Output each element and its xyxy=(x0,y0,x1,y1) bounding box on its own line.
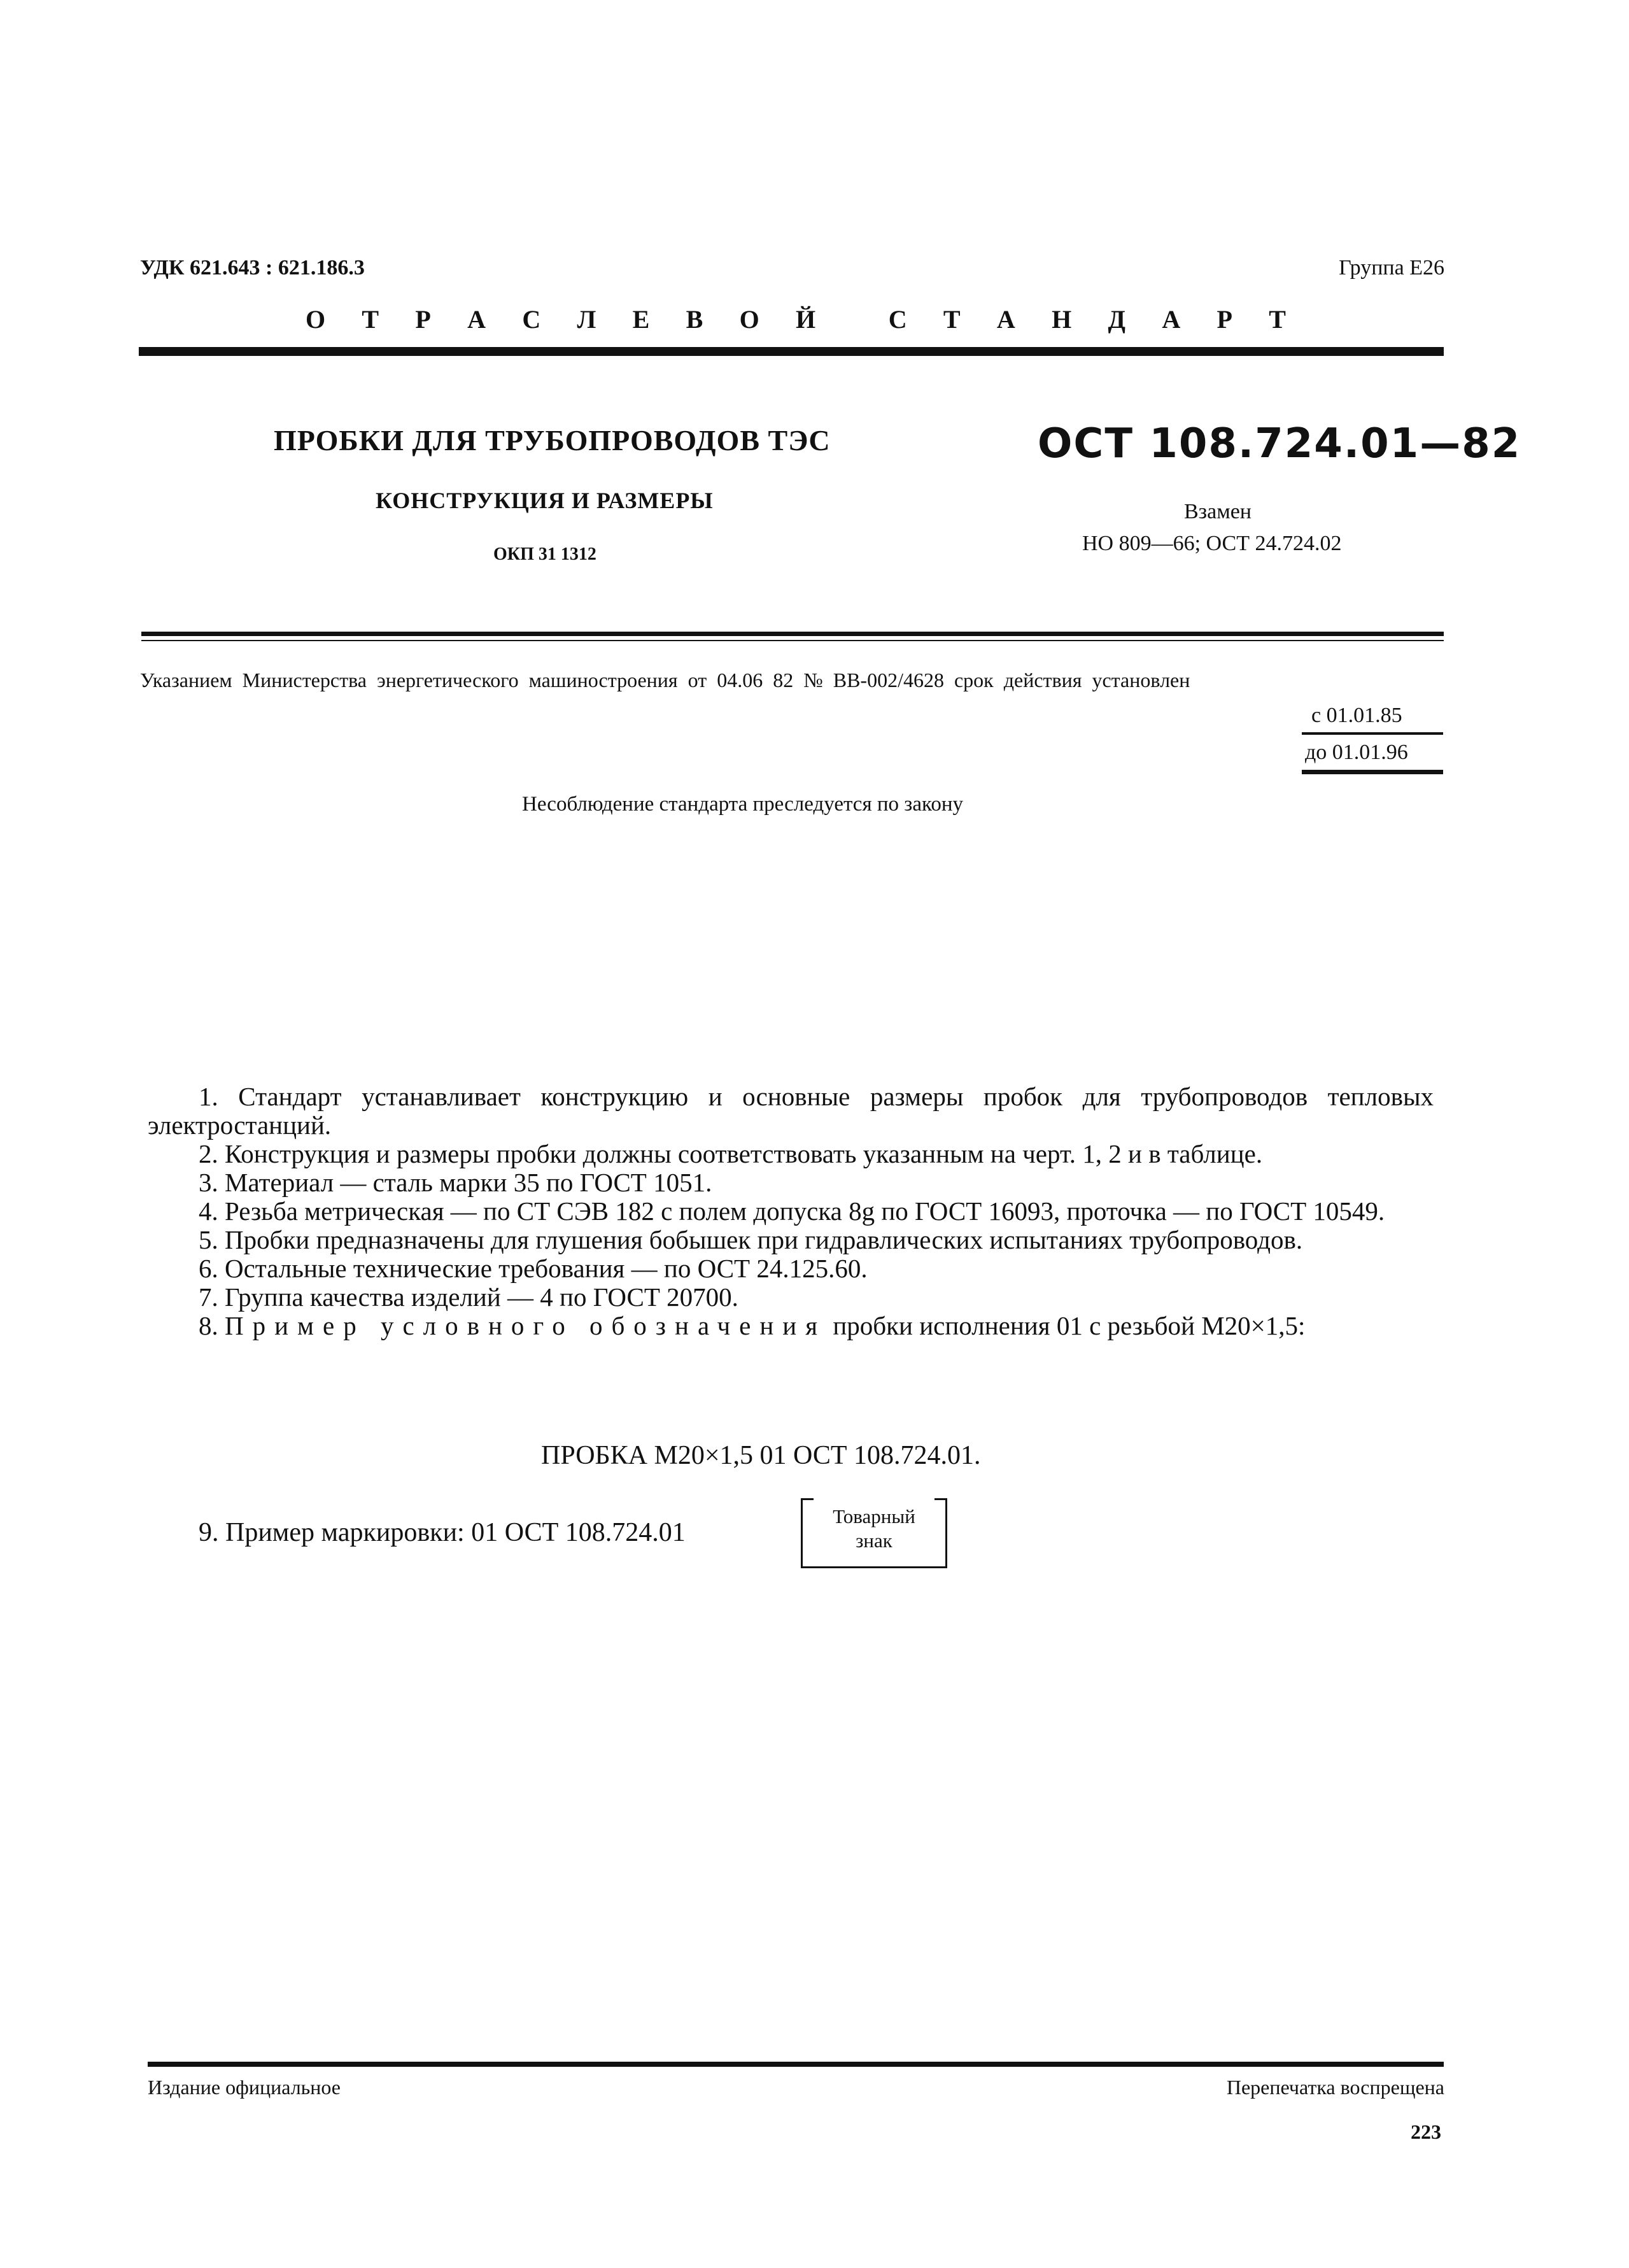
replaces-label: Взамен xyxy=(1184,500,1252,523)
reprint-note: Перепечатка воспрещена xyxy=(1226,2076,1444,2099)
banner-letter: О xyxy=(306,305,326,334)
banner-letter: А xyxy=(996,305,1015,334)
list-item: 1. Стандарт устанавливает конструкцию и основные размеры пробок для трубопроводов тепловых электростанций. xyxy=(148,1082,1434,1140)
standard-banner xyxy=(306,304,1286,334)
banner-letter: С xyxy=(522,305,541,334)
valid-from: с 01.01.85 xyxy=(1311,704,1402,727)
banner-letter: С xyxy=(888,305,907,334)
banner-letter: А xyxy=(467,305,486,334)
list-item: 5. Пробки предназначены для глушения бобышек при гидравлических испытаниях трубопроводов. xyxy=(199,1225,1303,1254)
banner-letter: Р xyxy=(1216,305,1232,334)
spaced-phrase: Пример условного обозначения xyxy=(225,1311,827,1340)
edition-note: Издание официальное xyxy=(148,2076,341,2099)
banner-letter: Т xyxy=(1269,305,1286,334)
top-thick-rule xyxy=(139,347,1444,356)
list-item: 4. Резьба метрическая — по СТ СЭВ 182 с полем допуска 8g по ГОСТ 16093, проточка — по ГОСТ 10549. xyxy=(199,1196,1385,1226)
page-number: 223 xyxy=(1411,2120,1441,2143)
banner-letter: Т xyxy=(943,305,961,334)
valid-to: до 01.01.96 xyxy=(1305,741,1408,764)
body-items xyxy=(148,1082,1434,1340)
group-code: Группа Е26 xyxy=(1339,256,1444,280)
banner-letter: Д xyxy=(1108,305,1126,334)
list-item: 6. Остальные технические требования — по ОСТ 24.125.60. xyxy=(199,1254,868,1283)
banner-letter: Р xyxy=(415,305,431,334)
list-item-8 xyxy=(148,1312,1434,1340)
banner-letter: Н xyxy=(1052,305,1072,334)
list-item: 2. Конструкция и размеры пробки должны соответствовать указанным на черт. 1, 2 и в таблице. xyxy=(199,1139,1263,1168)
decree-text: Указанием Министерства энергетического машиностроения от 04.06 82 № ВВ-002/4628 срок действия установлен xyxy=(140,669,1190,691)
item-rest: пробки исполнения 01 с резьбой М20×1,5: xyxy=(833,1311,1306,1340)
banner-letter: О xyxy=(739,305,759,334)
trademark-line: Товарный xyxy=(833,1505,915,1527)
footer-rule xyxy=(148,2062,1444,2067)
example-designation: ПРОБКА М20×1,5 01 ОСТ 108.724.01. xyxy=(541,1441,981,1470)
list-item: 3. Материал — сталь марки 35 по ГОСТ 1051. xyxy=(199,1168,712,1197)
trademark-line: знак xyxy=(856,1529,892,1552)
banner-letter: Е xyxy=(632,305,650,334)
document-subtitle: КОНСТРУКЦИЯ И РАЗМЕРЫ xyxy=(376,488,714,513)
udk-code: УДК 621.643 : 621.186.3 xyxy=(140,256,365,280)
title-bottom-rule xyxy=(141,632,1444,636)
banner-letter: Й xyxy=(796,305,816,334)
banner-letter: Л xyxy=(577,305,596,334)
trademark-top-tick xyxy=(934,1498,947,1500)
item-number: 8. xyxy=(199,1311,218,1340)
okp-code: ОКП 31 1312 xyxy=(493,544,596,564)
standard-number: ОСТ 108.724.01—82 xyxy=(1038,420,1521,467)
document-title: ПРОБКИ ДЛЯ ТРУБОПРОВОДОВ ТЭС xyxy=(274,424,831,457)
banner-letter: Т xyxy=(362,305,379,334)
trademark-top-tick xyxy=(801,1498,814,1500)
marking-example: 9. Пример маркировки: 01 ОСТ 108.724.01 xyxy=(199,1518,686,1547)
banner-letter: А xyxy=(1162,305,1181,334)
law-notice: Несоблюдение стандарта преследуется по закону xyxy=(522,793,963,816)
banner-letter: В xyxy=(686,305,703,334)
valid-from-rule xyxy=(1302,732,1443,735)
trademark-box xyxy=(801,1498,947,1568)
list-item: 7. Группа качества изделий — 4 по ГОСТ 20700. xyxy=(199,1282,738,1312)
valid-to-rule xyxy=(1302,770,1443,774)
replaces-standards: НО 809—66; ОСТ 24.724.02 xyxy=(1082,532,1342,555)
title-bottom-thin-rule xyxy=(141,640,1444,641)
